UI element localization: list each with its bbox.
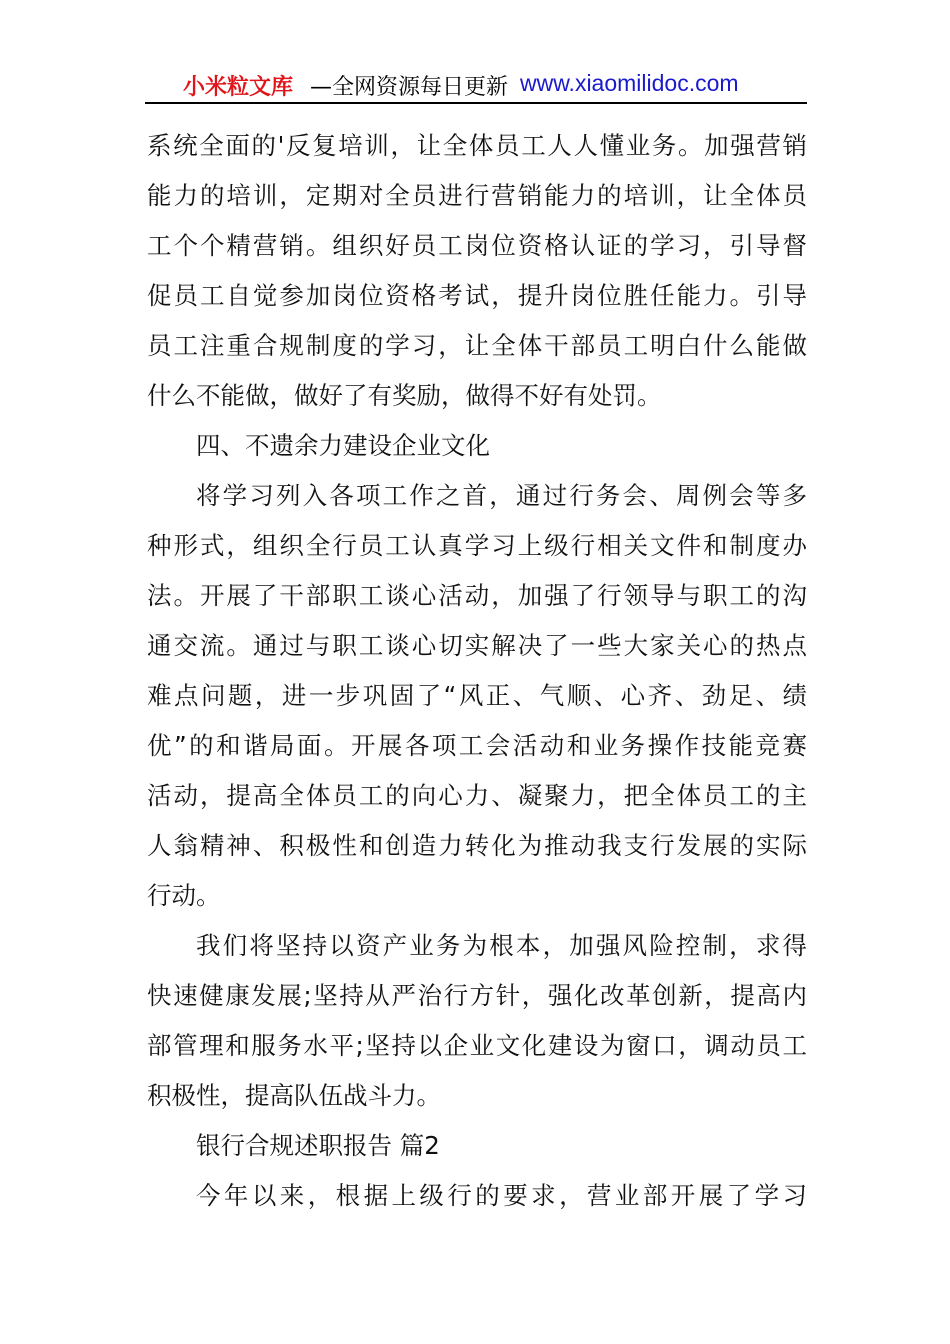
text-line: 促员工自觉参加岗位资格考试，提升岗位胜任能力。引导 xyxy=(147,281,807,310)
text-line: 什么不能做，做好了有奖励，做得不好有处罚。 xyxy=(147,381,662,410)
text-line: 工个个精营销。组织好员工岗位资格认证的学习，引导督 xyxy=(147,231,807,260)
text-line: 员工注重合规制度的学习，让全体干部员工明白什么能做 xyxy=(147,331,807,360)
text-line: 积极性，提高队伍战斗力。 xyxy=(147,1081,441,1110)
header-tagline: —全网资源每日更新 xyxy=(310,75,509,100)
text-line: 系统全面的'反复培训，让全体员工人人懂业务。加强营销 xyxy=(147,131,807,160)
text-line: 优”的和谐局面。开展各项工会活动和业务操作技能竞赛 xyxy=(147,731,807,760)
text-line: 难点问题，进一步巩固了“风正、气顺、心齐、劲足、绩 xyxy=(147,681,807,710)
text-line: 法。开展了干部职工谈心活动，加强了行领导与职工的沟 xyxy=(147,581,807,610)
text-line: 种形式，组织全行员工认真学习上级行相关文件和制度办 xyxy=(147,531,807,560)
page-header xyxy=(145,68,807,104)
section-heading: 四、不遗余力建设企业文化 xyxy=(196,431,490,460)
text-line: 能力的培训，定期对全员进行营销能力的培训，让全体员 xyxy=(147,181,807,210)
text-line: 今年以来，根据上级行的要求，营业部开展了学习 xyxy=(196,1181,807,1210)
text-line: 活动，提高全体员工的向心力、凝聚力，把全体员工的主 xyxy=(147,781,807,810)
text-line: 人翁精神、积极性和创造力转化为推动我支行发展的实际 xyxy=(147,831,807,860)
text-line: 行动。 xyxy=(147,881,221,910)
website-url[interactable]: www.xiaomilidoc.com xyxy=(520,70,739,96)
brand-name: 小米粒文库 xyxy=(183,75,294,100)
section-heading: 银行合规述职报告 篇2 xyxy=(196,1131,440,1160)
text-line: 快速健康发展;坚持从严治行方针，强化改革创新，提高内 xyxy=(147,981,807,1010)
text-line: 我们将坚持以资产业务为根本，加强风险控制，求得 xyxy=(196,931,807,960)
document-body xyxy=(147,121,807,1221)
text-line: 将学习列入各项工作之首，通过行务会、周例会等多 xyxy=(196,481,807,510)
text-line: 部管理和服务水平;坚持以企业文化建设为窗口，调动员工 xyxy=(147,1031,807,1060)
text-line: 通交流。通过与职工谈心切实解决了一些大家关心的热点 xyxy=(147,631,807,660)
